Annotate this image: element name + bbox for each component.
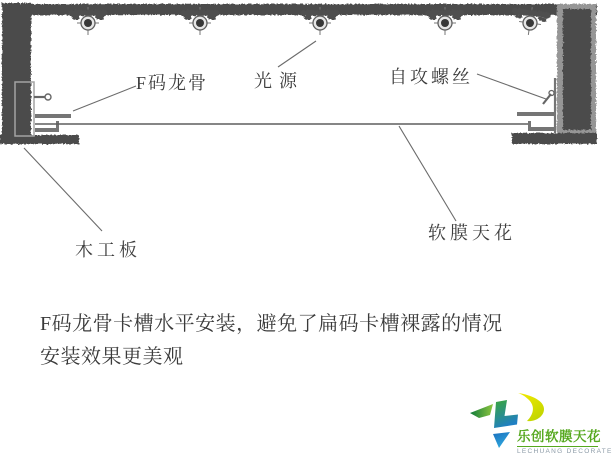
bottom-left-board	[0, 135, 79, 144]
left-f-keel	[34, 94, 71, 132]
caption-line-2: 安装效果更美观	[40, 346, 184, 368]
leader-wood-board	[24, 148, 102, 231]
leader-soft-film	[399, 126, 456, 221]
logo-subtitle: LECHUANG DECORATE	[517, 448, 613, 455]
caption	[40, 308, 503, 374]
label-soft-film-ceiling: 软膜天花	[428, 223, 516, 243]
left-wall-column	[2, 3, 31, 141]
leader-light-source	[278, 41, 316, 67]
ceiling-light-icon	[69, 7, 107, 35]
right-keel-flange	[517, 112, 555, 116]
left-screw-head-icon	[45, 94, 51, 100]
label-wood-board: 木工板	[75, 240, 141, 260]
leader-f-keel	[73, 86, 136, 111]
label-light-source: 光源	[254, 71, 304, 91]
bottom-right-board	[512, 133, 597, 144]
right-keel-lip	[528, 127, 556, 131]
logo-divider	[517, 446, 598, 447]
right-f-keel	[517, 78, 556, 133]
brand-logo	[440, 385, 613, 455]
left-keel-lip	[35, 128, 59, 132]
caption-line-1: F码龙骨卡槽水平安装，避免了扁码卡槽裸露的情况	[40, 313, 503, 335]
left-keel-flange	[35, 114, 71, 118]
logo-name: 乐创软膜天花	[517, 429, 601, 444]
logo-text-block	[517, 425, 613, 455]
ceiling-light-icon	[426, 7, 464, 35]
label-self-tapping-screw: 自攻螺丝	[389, 67, 473, 87]
right-keel-clip	[528, 121, 531, 131]
left-keel-clip	[56, 121, 59, 132]
leader-screw	[477, 74, 546, 99]
right-wall-column	[563, 9, 591, 130]
ceiling-light-icon	[301, 7, 339, 35]
ceiling-light-icon	[181, 7, 219, 35]
label-f-keel: F码龙骨	[136, 73, 209, 93]
